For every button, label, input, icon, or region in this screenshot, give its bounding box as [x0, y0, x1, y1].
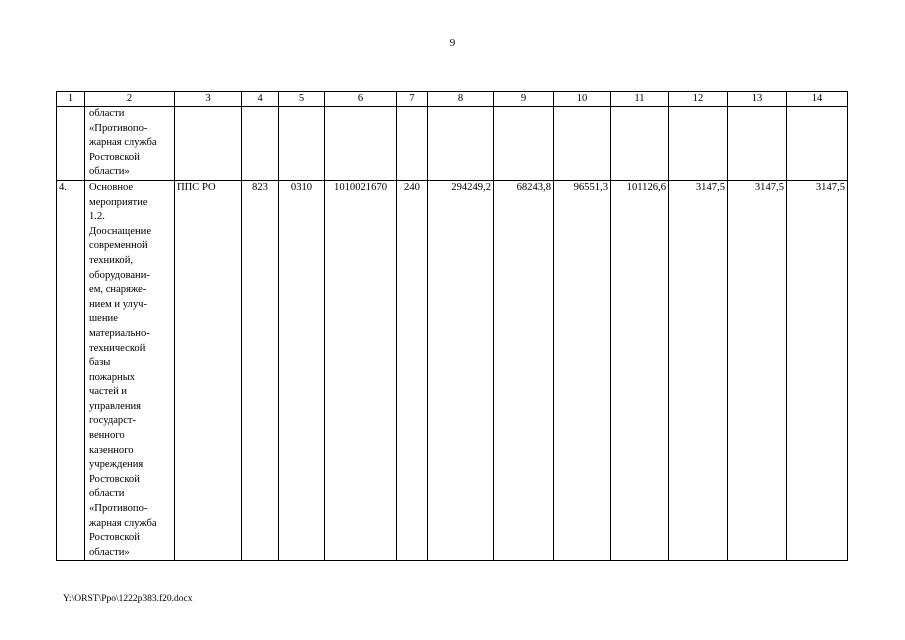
description-line: ем, снаряже- [89, 284, 147, 296]
year-value-cell: 3147,5 [787, 180, 848, 560]
row-number-cell [57, 107, 85, 181]
column-header: 4 [242, 92, 279, 107]
rzpr-cell: 0310 [279, 180, 325, 560]
column-header: 2 [85, 92, 175, 107]
column-header: 9 [494, 92, 554, 107]
empty-cell [397, 107, 428, 181]
empty-cell [554, 107, 611, 181]
description-line: пожарных [89, 371, 136, 383]
empty-cell [787, 107, 848, 181]
year-value-cell: 101126,6 [611, 180, 669, 560]
description-line: области [89, 488, 125, 500]
description-line: техникой, [89, 254, 134, 266]
vr-cell: 240 [397, 180, 428, 560]
table-header-row [57, 92, 848, 107]
table-row-main [57, 180, 848, 560]
description-line: Дооснащение [89, 225, 152, 237]
description-line: Основное [89, 181, 134, 193]
empty-cell [728, 107, 787, 181]
description-line: жарная служба [89, 517, 157, 529]
total-cell: 294249,2 [428, 180, 494, 560]
empty-cell [428, 107, 494, 181]
description-line: венного [89, 430, 125, 442]
empty-cell [494, 107, 554, 181]
description-line: казенного [89, 444, 134, 456]
year-value-cell: 68243,8 [494, 180, 554, 560]
description-line: Ростовской [89, 151, 140, 163]
column-header: 13 [728, 92, 787, 107]
description-line: современной [89, 240, 148, 252]
description-line: шение [89, 313, 118, 325]
empty-cell [242, 107, 279, 181]
row-number-cell: 4. [57, 180, 85, 560]
description-line: материально- [89, 327, 150, 339]
column-header: 11 [611, 92, 669, 107]
description-line: частей и [89, 386, 128, 398]
column-header: 10 [554, 92, 611, 107]
description-cell [85, 107, 175, 181]
description-line: учреждения [89, 459, 144, 471]
empty-cell [175, 107, 242, 181]
empty-cell [669, 107, 728, 181]
empty-cell [279, 107, 325, 181]
description-line: управления [89, 400, 142, 412]
column-header: 12 [669, 92, 728, 107]
description-line: области [89, 108, 125, 119]
description-line: государст- [89, 415, 137, 427]
budget-table [56, 91, 848, 561]
description-cell [85, 180, 175, 560]
empty-cell [325, 107, 397, 181]
year-value-cell: 3147,5 [728, 180, 787, 560]
description-line: оборудовани- [89, 269, 150, 281]
description-line: жарная служба [89, 137, 157, 149]
csr-cell: 1010021670 [325, 180, 397, 560]
description-line: «Противопо- [89, 122, 148, 134]
description-line: Ростовской [89, 532, 140, 544]
description-line: базы [89, 357, 111, 369]
column-header: 3 [175, 92, 242, 107]
page-number: 9 [449, 37, 456, 49]
executor-cell: ППС РО [175, 180, 242, 560]
column-header: 7 [397, 92, 428, 107]
year-value-cell: 96551,3 [554, 180, 611, 560]
description-line: Ростовской [89, 473, 140, 485]
column-header: 6 [325, 92, 397, 107]
empty-cell [611, 107, 669, 181]
column-header: 14 [787, 92, 848, 107]
description-line: нием и улуч- [89, 298, 147, 310]
column-header: 1 [57, 92, 85, 107]
column-header: 8 [428, 92, 494, 107]
table-row-continued [57, 107, 848, 181]
description-line: области» [89, 546, 130, 558]
description-line: области» [89, 166, 130, 178]
description-line: мероприятие [89, 196, 148, 208]
column-header: 5 [279, 92, 325, 107]
description-line: 1.2. [89, 211, 105, 223]
description-line: технической [89, 342, 146, 354]
footer-file-path: Y:\ORST\Ppo\1222p383.f20.docx [63, 594, 193, 604]
description-line: «Противопо- [89, 503, 148, 515]
year-value-cell: 3147,5 [669, 180, 728, 560]
grbs-cell: 823 [242, 180, 279, 560]
